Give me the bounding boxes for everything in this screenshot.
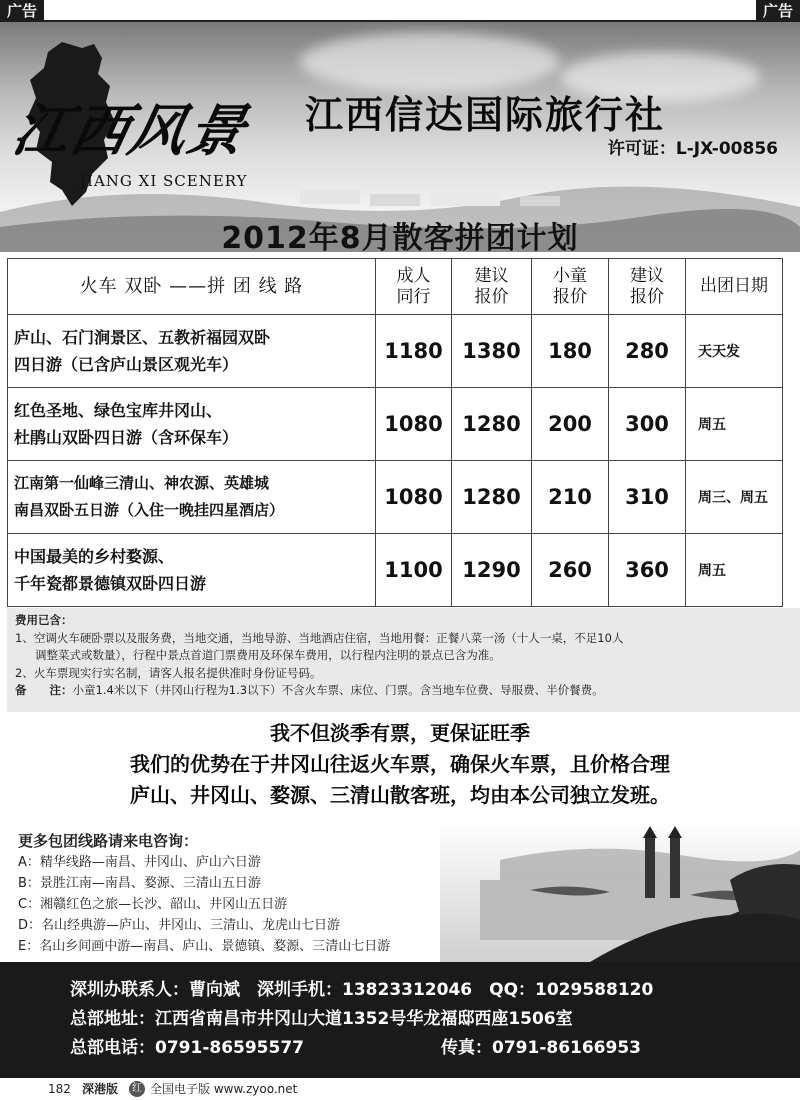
remark-text: 小童1.4米以下（井冈山行程为1.3以下）不含火车票、床位、门票。含当地车位费、导服费、半价餐费。: [72, 683, 604, 697]
route-line: 四日游（已含庐山景区观光车）: [14, 355, 239, 374]
cloud-shape: [300, 32, 560, 92]
table-row: [8, 461, 783, 534]
header-route: 火车 双卧 ——拼 团 线 路: [8, 259, 376, 315]
header-adult-peer: [376, 259, 452, 315]
header-line: 小童: [553, 265, 587, 286]
contact-panel: [0, 962, 800, 1078]
list-item: D：名山经典游—庐山、井冈山、三清山、龙虎山七日游: [18, 918, 341, 933]
header-adult-suggested: [452, 259, 532, 315]
header-line: 同行: [396, 286, 431, 307]
list-item: A：精华线路—南昌、井冈山、庐山六日游: [18, 855, 261, 870]
notes-item: 1、空调火车硬卧票以及服务费，当地交通，当地导游、当地酒店住宿，当地用餐：正餐八菜一汤（十人一桌，不足10人: [15, 630, 624, 645]
list-item: E：名山乡间画中游—南昌、庐山、景德镇、婺源、三清山七日游: [18, 939, 391, 954]
departure-cell: 天天发: [686, 315, 783, 388]
child-suggested-price: 360: [609, 534, 686, 607]
child-suggested-price: 280: [609, 315, 686, 388]
slogan-line: 我们的优势在于井冈山往返火车票，确保火车票，且价格合理: [130, 752, 670, 776]
table-row: [8, 534, 783, 607]
notes-remark: [15, 682, 792, 700]
contact-row: [0, 976, 800, 1005]
slogans: [0, 718, 800, 811]
adult-peer-price: 1180: [376, 315, 452, 388]
page-footer: [0, 1078, 800, 1100]
shenzhen-contact: 深圳办联系人：曹向斌 深圳手机：13823312046 QQ：1029588120: [70, 980, 654, 1000]
table-row: [8, 388, 783, 461]
ad-tag-left: 广告: [0, 0, 44, 22]
child-price: 210: [532, 461, 609, 534]
table-header-row: [8, 259, 783, 315]
route-line: 江南第一仙峰三清山、神农源、英雄城: [14, 474, 270, 492]
route-line: 南昌双卧五日游（入住一晚挂四星酒店）: [14, 501, 285, 519]
adult-suggested-price: 1290: [452, 534, 532, 607]
brand-logo-english: JIANG XI SCENERY: [80, 172, 248, 190]
header-line: 建议: [474, 265, 509, 286]
adult-peer-price: 1080: [376, 388, 452, 461]
header-departure: 出团日期: [686, 259, 783, 315]
red-seal-icon: 红: [129, 1081, 145, 1097]
route-price-table: [7, 258, 783, 607]
header-child-suggested: [609, 259, 686, 315]
route-line: 杜鹃山双卧四日游（含环保车）: [14, 428, 239, 447]
website-link[interactable]: 全国电子版 www.zyoo.net: [150, 1082, 298, 1096]
page-number: 182: [48, 1082, 71, 1096]
slogan-line: 庐山、井冈山、婺源、三清山散客班，均由本公司独立发班。: [130, 783, 670, 807]
contact-row: [0, 1034, 800, 1063]
child-price: 260: [532, 534, 609, 607]
route-line: 中国最美的乡村婺源、: [14, 547, 175, 566]
route-cell: [8, 315, 376, 388]
notes-item: 2、火车票现实行实名制，请客人报名提供准时身份证号码。: [15, 665, 322, 680]
header-banner: [0, 22, 800, 257]
ad-tag-right: 广告: [756, 0, 800, 22]
edition-label: 深港版: [82, 1082, 119, 1096]
adult-suggested-price: 1280: [452, 461, 532, 534]
route-cell: [8, 388, 376, 461]
list-item: C：湘赣红色之旅—长沙、韶山、井冈山五日游: [18, 897, 288, 912]
slogan-line: 我不但淡季有票，更保证旺季: [270, 721, 530, 745]
list-item: B：景胜江南—南昌、婺源、三清山五日游: [18, 876, 261, 891]
adult-peer-price: 1100: [376, 534, 452, 607]
route-line: 庐山、石门涧景区、五教祈福园双卧: [14, 328, 271, 347]
child-price: 200: [532, 388, 609, 461]
route-cell: [8, 534, 376, 607]
departure-cell: 周五: [686, 388, 783, 461]
hq-phone: 总部电话：0791-86595577: [70, 1038, 304, 1058]
remark-label: 备 注：: [15, 683, 73, 697]
child-suggested-price: 300: [609, 388, 686, 461]
table-row: [8, 315, 783, 388]
company-name: 江西信达国际旅行社: [305, 92, 666, 137]
route-cell: [8, 461, 376, 534]
departure-cell: 周三、周五: [686, 461, 783, 534]
header-line: 报价: [474, 286, 509, 307]
fee-notes: [7, 608, 800, 712]
adult-suggested-price: 1280: [452, 388, 532, 461]
header-line: 报价: [553, 286, 587, 307]
hq-fax: 传真：0791-86166953: [441, 1038, 641, 1058]
child-suggested-price: 310: [609, 461, 686, 534]
hq-address: 总部地址：江西省南昌市井冈山大道1352号华龙福邸西座1506室: [70, 1009, 573, 1029]
route-line: 千年瓷都景德镇双卧四日游: [14, 574, 207, 593]
header-line: 成人: [396, 265, 431, 286]
notes-item: 调整菜式或数量），行程中景点首道门票费用及环保车费用，以行程内注明的景点已含为准。: [35, 648, 501, 662]
notes-title: 费用已含：: [15, 613, 73, 627]
adult-peer-price: 1080: [376, 461, 452, 534]
departure-cell: 周五: [686, 534, 783, 607]
license-number: 许可证：L-JX-00856: [607, 139, 778, 159]
brand-logo-chinese: 江西风景: [7, 98, 254, 164]
header-line: 建议: [630, 265, 664, 286]
more-routes: [18, 830, 498, 957]
route-line: 红色圣地、绿色宝库井冈山、: [14, 401, 223, 420]
page-title: 2012年8月散客拼团计划: [221, 221, 579, 256]
child-price: 180: [532, 315, 609, 388]
adult-suggested-price: 1380: [452, 315, 532, 388]
more-routes-title: 更多包团线路请来电咨询：: [18, 832, 199, 850]
header-line: 报价: [630, 286, 664, 307]
contact-row: [0, 1005, 800, 1034]
header-child-price: [532, 259, 609, 315]
